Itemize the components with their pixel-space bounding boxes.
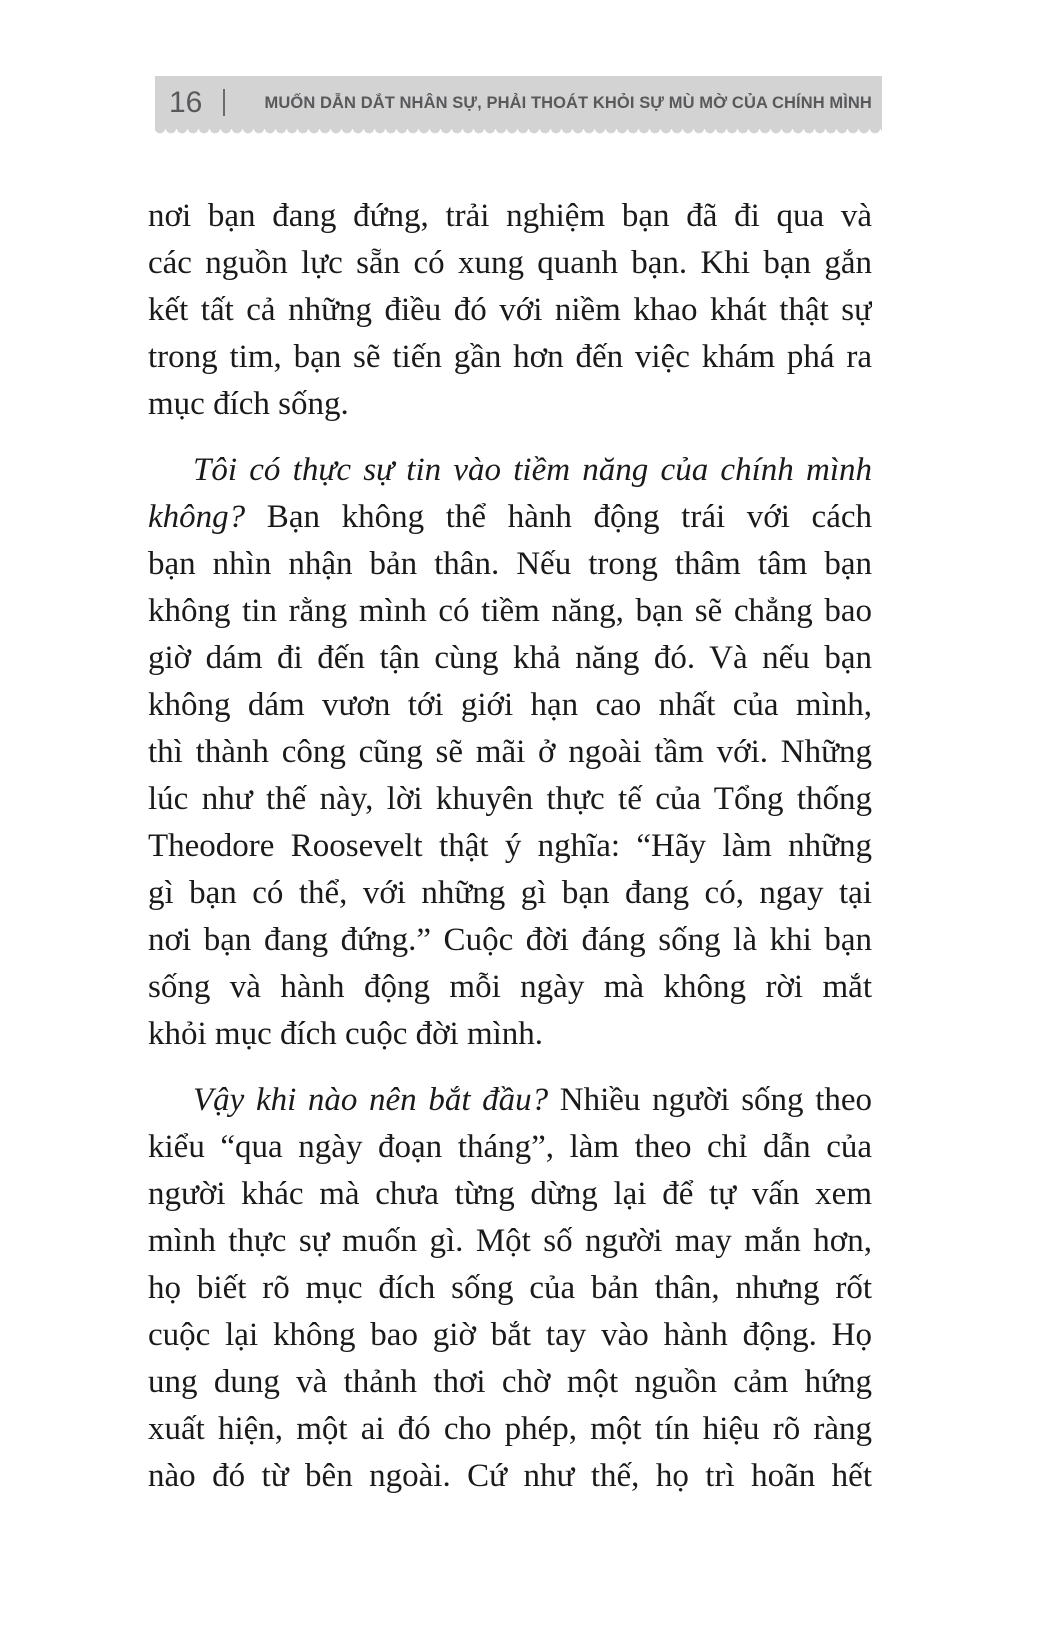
text-segment: kiểu “qua ngày đoạn tháng”, làm theo chỉ dẫn của (148, 1129, 872, 1165)
page-number: 16 (169, 85, 203, 119)
paragraph (148, 193, 872, 428)
text-segment: mình thực sự muốn gì. Một số người may mắn hơn, (148, 1223, 872, 1259)
text-line (148, 823, 872, 870)
header-divider (223, 89, 225, 116)
text-line (148, 682, 872, 729)
text-line (148, 240, 872, 287)
text-line (148, 1406, 872, 1453)
text-line (148, 1011, 872, 1058)
text-segment: họ biết rõ mục đích sống của bản thân, nhưng rốt (148, 1270, 872, 1306)
text-line (148, 776, 872, 823)
text-segment: ung dung và thảnh thơi chờ một nguồn cảm hứng (148, 1364, 872, 1400)
text-line (148, 1218, 872, 1265)
text-segment: sống và hành động mỗi ngày mà không rời mắt (148, 969, 872, 1005)
text-line (148, 1265, 872, 1312)
text-line (148, 1453, 872, 1500)
text-segment: khỏi mục đích cuộc đời mình. (148, 1016, 544, 1052)
text-segment: bạn nhìn nhận bản thân. Nếu trong thâm tâm bạn (148, 546, 872, 582)
paragraph (148, 447, 872, 1058)
text-segment: gì bạn có thể, với những gì bạn đang có, ngay tại (148, 875, 872, 911)
text-line (148, 1124, 872, 1171)
text-segment: Nhiều người sống theo (548, 1082, 872, 1118)
text-segment: xuất hiện, một ai đó cho phép, một tín hiệu rõ ràng (148, 1411, 872, 1447)
text-line (148, 447, 872, 494)
page-body-text (148, 193, 872, 1500)
paragraph (148, 1077, 872, 1500)
text-segment: không dám vươn tới giới hạn cao nhất của mình, (148, 687, 872, 723)
text-line (148, 494, 872, 541)
text-segment: trong tim, bạn sẽ tiến gần hơn đến việc khám phá ra (148, 339, 872, 375)
text-line (148, 964, 872, 1011)
text-line (148, 729, 872, 776)
text-line (148, 287, 872, 334)
text-segment: Theodore Roosevelt thật ý nghĩa: “Hãy làm những (148, 828, 872, 864)
text-line (148, 917, 872, 964)
text-segment: lúc như thế này, lời khuyên thực tế của Tổng thống (148, 781, 872, 817)
text-segment: kết tất cả những điều đó với niềm khao khát thật sự (148, 292, 872, 328)
text-segment: nơi bạn đang đứng.” Cuộc đời đáng sống là khi bạn (148, 922, 872, 958)
text-line (148, 541, 872, 588)
text-segment: nơi bạn đang đứng, trải nghiệm bạn đã đi qua và (148, 198, 872, 234)
text-segment: các nguồn lực sẵn có xung quanh bạn. Khi bạn gắn (148, 245, 872, 281)
italic-text-segment: không? (148, 499, 246, 535)
text-segment: nào đó từ bên ngoài. Cứ như thế, họ trì hoãn hết (148, 1458, 872, 1494)
text-segment: giờ dám đi đến tận cùng khả năng đó. Và nếu bạn (148, 640, 872, 676)
italic-text-segment: Tôi có thực sự tin vào tiềm năng của chính mình (193, 452, 872, 488)
text-line (148, 1171, 872, 1218)
page-header (155, 76, 882, 129)
text-line (148, 588, 872, 635)
text-segment: thì thành công cũng sẽ mãi ở ngoài tầm với. Những (148, 734, 872, 770)
text-segment: cuộc lại không bao giờ bắt tay vào hành động. Họ (148, 1317, 872, 1353)
text-segment: Bạn không thể hành động trái với cách (245, 499, 872, 535)
running-head-title: MUỐN DẪN DẮT NHÂN SỰ, PHẢI THOÁT KHỎI SỰ MÙ MỜ CỦA CHÍNH MÌNH (264, 92, 873, 112)
text-line (148, 1359, 872, 1406)
text-line (148, 870, 872, 917)
text-line (148, 635, 872, 682)
text-line (148, 334, 872, 381)
text-line (148, 1312, 872, 1359)
text-line (148, 193, 872, 240)
text-line (148, 381, 872, 428)
text-line (148, 1077, 872, 1124)
text-segment: người khác mà chưa từng dừng lại để tự vấn xem (148, 1176, 872, 1212)
italic-text-segment: Vậy khi nào nên bắt đầu? (193, 1082, 549, 1118)
text-segment: mục đích sống. (148, 386, 349, 422)
text-segment: không tin rằng mình có tiềm năng, bạn sẽ chẳng bao (148, 593, 872, 629)
